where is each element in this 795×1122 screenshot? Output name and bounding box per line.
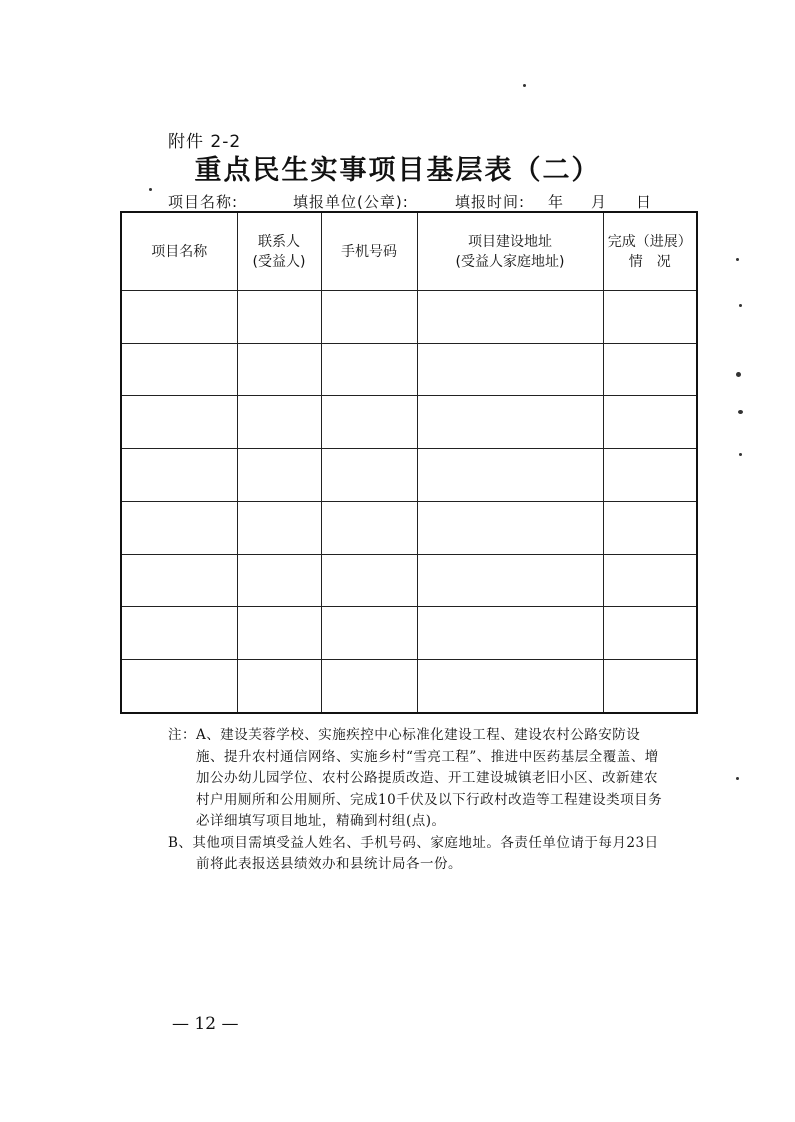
header-label: 完成（进展） xyxy=(607,233,692,250)
table-cell xyxy=(603,607,697,660)
month-label: 月 xyxy=(591,193,607,211)
table-row xyxy=(121,501,697,554)
table-cell xyxy=(237,607,321,660)
header-sublabel: 情 况 xyxy=(628,253,671,270)
header-label: 手机号码 xyxy=(341,243,397,260)
header-status xyxy=(603,212,697,291)
table-row xyxy=(121,291,697,344)
project-name-field xyxy=(168,191,242,212)
table-cell xyxy=(603,554,697,607)
project-name-label: 项目名称: xyxy=(168,193,239,211)
header-label: 联系人 xyxy=(258,233,300,250)
footnote xyxy=(168,725,668,876)
table-cell xyxy=(321,449,417,502)
scan-speck xyxy=(736,777,739,780)
unit-label: 填报单位(公章): xyxy=(293,193,409,211)
time-field xyxy=(455,191,529,212)
scan-speck xyxy=(739,453,742,456)
table-row xyxy=(121,607,697,660)
footnote-a: 注：A、建设芙蓉学校、实施疾控中心标准化建设工程、建设农村公路安防设施、提升农村通信网络、实施乡村“雪亮工程”、推进中医药基层全覆盖、增加公办幼儿园学位、农村公路提质改造、开工建设城镇老旧小区、改新建农村户用厕所和公用厕所、完成10千伏及以下行政村改造等工程建设类项目务必详细填写项目地址，精确到村组(点)。 xyxy=(168,727,663,829)
table-cell xyxy=(417,554,603,607)
table-row xyxy=(121,449,697,502)
footnote-b: B、其他项目需填受益人姓名、手机号码、家庭地址。各责任单位请于每月23日前将此表报送县绩效办和县统计局各一份。 xyxy=(168,834,659,872)
table-cell xyxy=(237,449,321,502)
table-cell xyxy=(321,660,417,713)
header-address xyxy=(417,212,603,291)
table-cell xyxy=(237,501,321,554)
table-cell xyxy=(417,660,603,713)
table-row xyxy=(121,660,697,713)
table-cell xyxy=(417,291,603,344)
table-cell xyxy=(321,554,417,607)
header-sublabel: (受益人) xyxy=(252,253,306,270)
table-cell xyxy=(417,501,603,554)
header-project-name xyxy=(121,212,237,291)
page-number: — 12 — xyxy=(172,1014,239,1034)
scan-speck xyxy=(736,258,739,261)
table-cell xyxy=(417,343,603,396)
table-row xyxy=(121,396,697,449)
day-label: 日 xyxy=(636,193,652,211)
table-cell xyxy=(121,607,237,660)
header-label: 项目名称 xyxy=(151,243,208,260)
table-cell xyxy=(603,660,697,713)
report-table xyxy=(120,211,698,714)
table-cell xyxy=(603,291,697,344)
scan-speck xyxy=(149,188,152,191)
unit-field xyxy=(293,191,413,212)
table-cell xyxy=(237,291,321,344)
table-cell xyxy=(603,449,697,502)
table-cell xyxy=(121,660,237,713)
table-cell xyxy=(121,396,237,449)
table-cell xyxy=(417,607,603,660)
header-phone xyxy=(321,212,417,291)
table-cell xyxy=(417,449,603,502)
header-label: 项目建设地址 xyxy=(468,233,552,250)
table-cell xyxy=(603,343,697,396)
table-cell xyxy=(417,396,603,449)
table-cell xyxy=(321,607,417,660)
time-label: 填报时间: xyxy=(455,193,526,211)
table-cell xyxy=(121,501,237,554)
table-cell xyxy=(121,554,237,607)
header-contact xyxy=(237,212,321,291)
table-cell xyxy=(237,343,321,396)
table-cell xyxy=(321,501,417,554)
attachment-label: 附件 2-2 xyxy=(168,132,242,152)
table-cell xyxy=(321,291,417,344)
table-cell xyxy=(121,291,237,344)
scan-speck xyxy=(523,84,526,87)
table-cell xyxy=(237,396,321,449)
header-sublabel: (受益人家庭地址) xyxy=(455,253,565,270)
table-cell xyxy=(237,660,321,713)
table-cell xyxy=(121,449,237,502)
table-cell xyxy=(121,343,237,396)
form-title: 重点民生实事项目基层表（二） xyxy=(194,155,601,186)
table-row xyxy=(121,343,697,396)
table-cell xyxy=(603,501,697,554)
scan-speck xyxy=(738,410,743,414)
table-cell xyxy=(321,343,417,396)
table-cell xyxy=(321,396,417,449)
table-cell xyxy=(603,396,697,449)
scan-speck xyxy=(739,304,742,307)
table-row xyxy=(121,554,697,607)
year-label: 年 xyxy=(548,193,564,211)
table-header-row xyxy=(121,212,697,291)
table-cell xyxy=(237,554,321,607)
scan-speck xyxy=(736,372,741,377)
